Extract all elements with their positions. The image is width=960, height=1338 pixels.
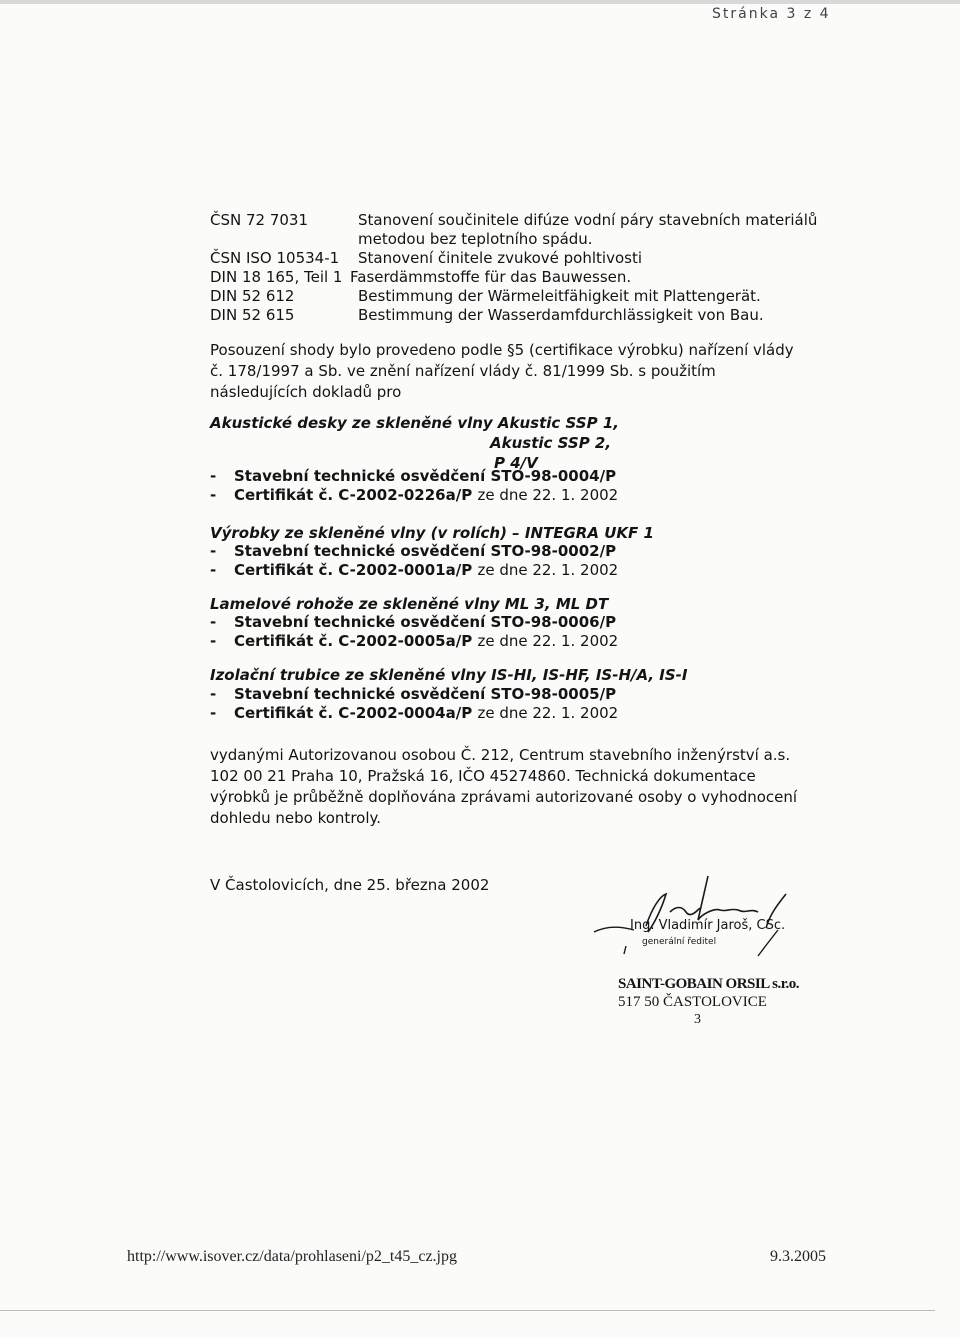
certificate-number: Certifikát č. C-2002-0005a/P bbox=[234, 632, 473, 650]
product-title: Akustic SSP 2, bbox=[490, 434, 612, 452]
product-title: Akustické desky ze skleněné vlny Akustic SSP 1, bbox=[210, 414, 619, 432]
technical-approval-text: Stavební technické osvědčení STO-98-0005/P bbox=[234, 685, 617, 703]
product-title: P 4/V bbox=[494, 454, 538, 472]
standard-desc: Stanovení součinitele difúze vodní páry stavebních materiálů bbox=[358, 211, 818, 229]
standard-desc: metodou bez teplotního spádu. bbox=[358, 230, 593, 248]
page-number-label: Stránka 3 z 4 bbox=[712, 6, 831, 22]
certificate-line: - Certifikát č. C-2002-0001a/P ze dne 22. 1. 2002 bbox=[210, 561, 619, 579]
certificate-number: Certifikát č. C-2002-0004a/P bbox=[234, 704, 473, 722]
footer-date: 9.3.2005 bbox=[770, 1248, 826, 1265]
signer-name: Ing. Vladimír Jaroš, CSc. bbox=[630, 918, 786, 933]
technical-approval-line: - Stavební technické osvědčení STO-98-0006/P bbox=[210, 613, 617, 631]
stamp-company: SAINT-GOBAIN ORSIL s.r.o. bbox=[618, 976, 800, 992]
technical-approval-text: Stavební technické osvědčení STO-98-0006/P bbox=[234, 613, 617, 631]
product-title: Lamelové rohože ze skleněné vlny ML 3, ML DT bbox=[210, 595, 609, 613]
standard-code: ČSN 72 7031 bbox=[210, 211, 309, 229]
certificate-date: ze dne 22. 1. 2002 bbox=[477, 561, 619, 579]
product-title: Izolační trubice ze skleněné vlny IS-HI, IS-HF, IS-H/A, IS-I bbox=[210, 666, 688, 684]
technical-approval-text: Stavební technické osvědčení STO-98-0004/P bbox=[234, 467, 617, 485]
certificate-date: ze dne 22. 1. 2002 bbox=[477, 632, 619, 650]
stamp-address: 517 50 ČASTOLOVICE bbox=[618, 994, 767, 1010]
top-scan-edge bbox=[0, 0, 960, 4]
standard-code: ČSN ISO 10534-1 bbox=[210, 249, 340, 267]
standard-code: DIN 52 612 bbox=[210, 287, 295, 305]
bottom-divider bbox=[0, 1310, 935, 1311]
technical-approval-line: - Stavební technické osvědčení STO-98-0005/P bbox=[210, 685, 617, 703]
certificate-number: Certifikát č. C-2002-0226a/P bbox=[234, 486, 473, 504]
technical-approval-text: Stavební technické osvědčení STO-98-0002/P bbox=[234, 542, 617, 560]
certificate-date: ze dne 22. 1. 2002 bbox=[477, 486, 619, 504]
technical-approval-line: - Stavební technické osvědčení STO-98-0004/P bbox=[210, 467, 617, 485]
certificate-date: ze dne 22. 1. 2002 bbox=[477, 704, 619, 722]
footer-url: http://www.isover.cz/data/prohlaseni/p2_t45_cz.jpg bbox=[127, 1248, 457, 1265]
assessment-paragraph: Posouzení shody bylo provedeno podle §5 (certifikace výrobku) nařízení vlády č. 178/1997 a Sb. ve znění nařízení vlády č. 81/1999 Sb. s použitím následujících dokladů pro bbox=[210, 341, 794, 401]
standard-desc: Bestimmung der Wasserdamfdurchlässigkeit von Bau. bbox=[358, 306, 764, 324]
standard-desc: Faserdämmstoffe für das Bauwessen. bbox=[350, 268, 632, 286]
product-title: Výrobky ze skleněné vlny (v rolích) – INTEGRA UKF 1 bbox=[210, 524, 654, 542]
certificate-line: - Certifikát č. C-2002-0004a/P ze dne 22. 1. 2002 bbox=[210, 704, 619, 722]
certificate-number: Certifikát č. C-2002-0001a/P bbox=[234, 561, 473, 579]
standard-desc: Bestimmung der Wärmeleitfähigkeit mit Plattengerät. bbox=[358, 287, 761, 305]
certificate-line: - Certifikát č. C-2002-0226a/P ze dne 22. 1. 2002 bbox=[210, 486, 619, 504]
standard-code: DIN 18 165, Teil 1 bbox=[210, 268, 343, 286]
certificate-line: - Certifikát č. C-2002-0005a/P ze dne 22. 1. 2002 bbox=[210, 632, 619, 650]
signer-role: generální ředitel bbox=[642, 937, 717, 947]
technical-approval-line: - Stavební technické osvědčení STO-98-0002/P bbox=[210, 542, 617, 560]
standard-desc: Stanovení činitele zvukové pohltivosti bbox=[358, 249, 642, 267]
stamp-number: 3 bbox=[694, 1012, 701, 1027]
place-and-date: V Častolovicích, dne 25. března 2002 bbox=[210, 876, 490, 894]
issuer-paragraph: vydanými Autorizovanou osobou Č. 212, Centrum stavebního inženýrství a.s. 102 00 21 Praha 10, Pražská 16, IČO 45274860. Technická dokumentace výrobků je průběžně doplňována zprávami autorizované osoby o vyhodnocení dohledu nebo kontroly. bbox=[210, 746, 798, 827]
standard-code: DIN 52 615 bbox=[210, 306, 295, 324]
